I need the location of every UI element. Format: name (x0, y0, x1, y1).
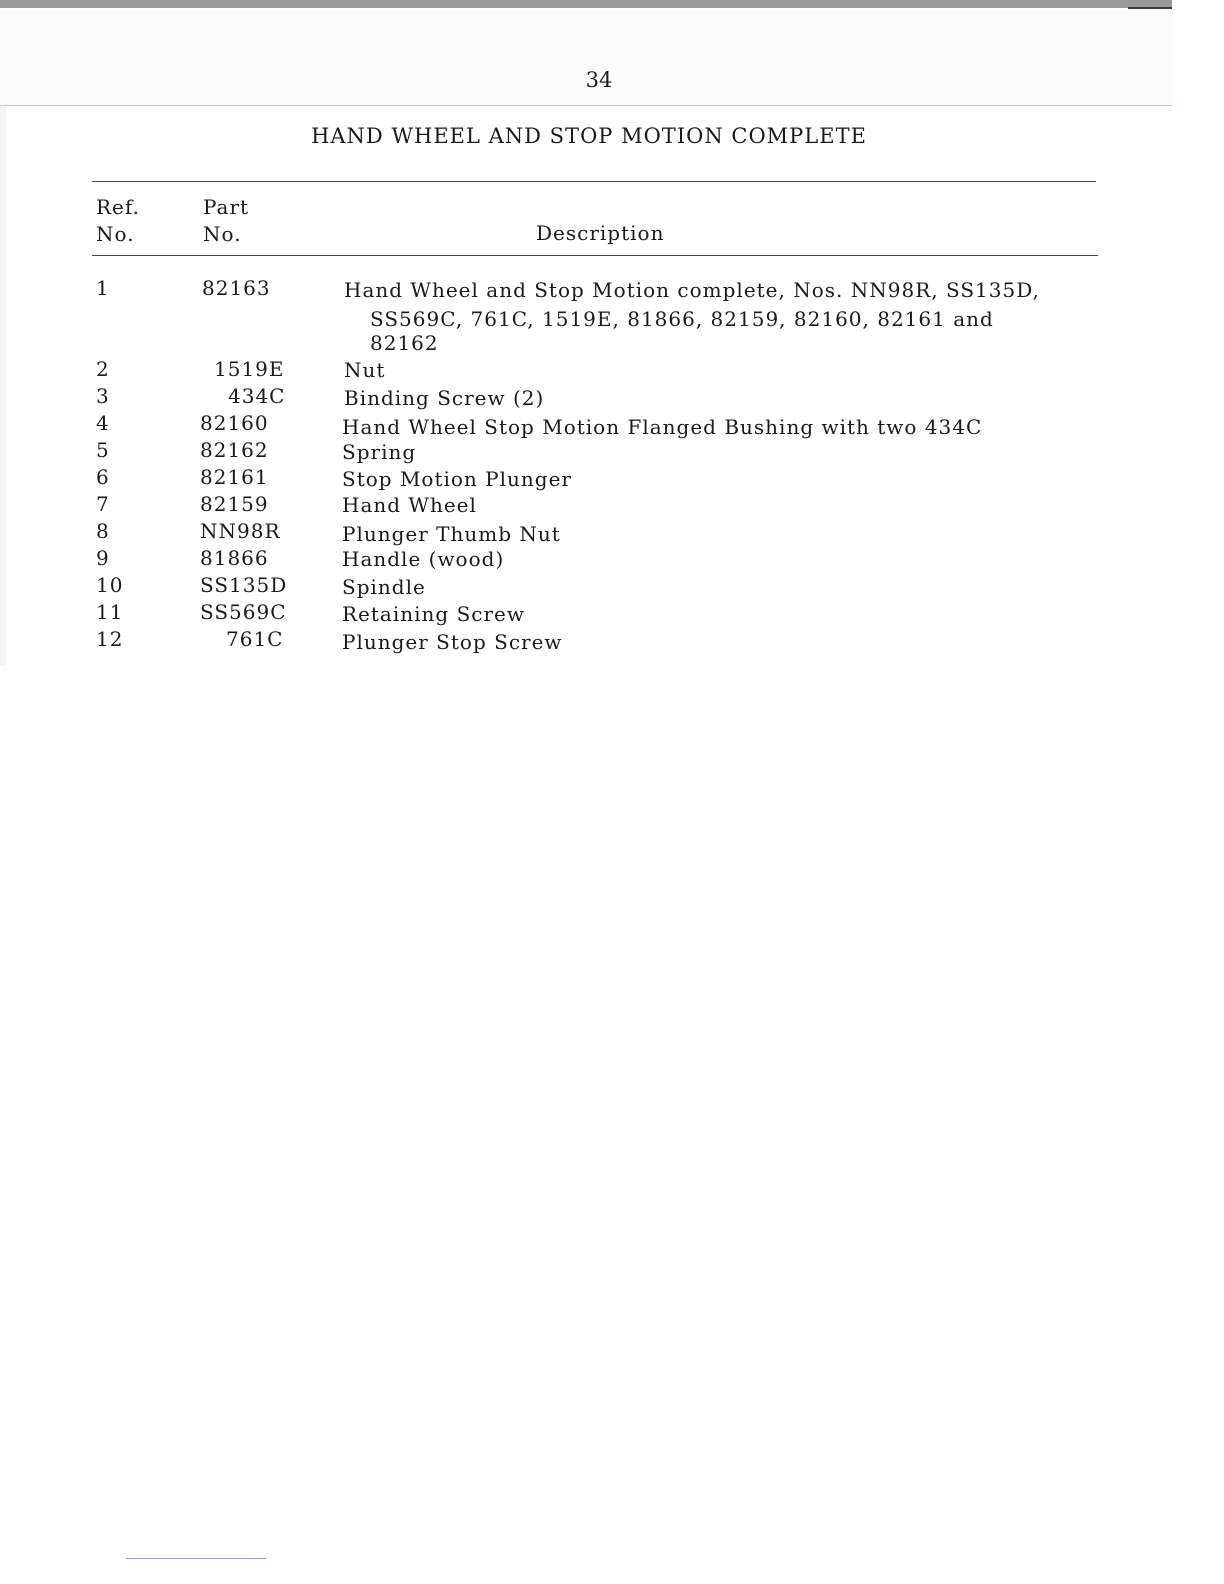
row-3-ref: 3 (96, 384, 110, 408)
footer-rule (126, 1558, 266, 1559)
header-part-no (203, 194, 249, 248)
header-ref-line1: Ref. (96, 195, 140, 219)
row-1-ref: 1 (96, 276, 110, 300)
row-12-part: 761C (226, 627, 284, 651)
header-ref-line2: No. (96, 222, 135, 246)
row-11-desc: Retaining Screw (342, 602, 525, 626)
row-2-desc: Nut (344, 358, 386, 382)
table-header-rule (92, 255, 1098, 256)
row-4-ref: 4 (96, 411, 110, 435)
page-number: 34 (585, 68, 613, 92)
row-2-ref: 2 (96, 357, 110, 381)
row-5-part: 82162 (200, 438, 269, 462)
row-11-ref: 11 (96, 600, 124, 624)
row-3-part: 434C (228, 384, 286, 408)
page-title: HAND WHEEL AND STOP MOTION COMPLETE (311, 124, 867, 148)
row-9-part: 81866 (200, 546, 269, 570)
row-8-ref: 8 (96, 519, 110, 543)
row-2-part: 1519E (214, 357, 285, 381)
row-11-part: SS569C (200, 600, 287, 624)
row-9-desc: Handle (wood) (342, 547, 505, 571)
row-1-desc-line2: SS569C, 761C, 1519E, 81866, 82159, 82160, 82161 and (370, 307, 994, 331)
row-7-part: 82159 (200, 492, 269, 516)
row-6-part: 82161 (200, 465, 269, 489)
row-10-ref: 10 (96, 573, 124, 597)
header-description: Description (536, 221, 665, 245)
row-3-desc: Binding Screw (2) (344, 386, 545, 410)
row-4-part: 82160 (200, 411, 269, 435)
header-part-line2: No. (203, 222, 242, 246)
row-5-ref: 5 (96, 438, 110, 462)
row-1-desc-line1: Hand Wheel and Stop Motion complete, Nos. NN98R, SS135D, (344, 278, 1040, 302)
row-9-ref: 9 (96, 546, 110, 570)
row-5-desc: Spring (342, 440, 417, 464)
row-6-ref: 6 (96, 465, 110, 489)
scan-top-edge (0, 0, 1172, 8)
row-6-desc: Stop Motion Plunger (342, 467, 572, 491)
scan-left-edge (0, 106, 6, 666)
row-7-desc: Hand Wheel (342, 493, 477, 517)
row-10-desc: Spindle (342, 575, 426, 599)
row-1-part: 82163 (202, 276, 271, 300)
row-10-part: SS135D (200, 573, 288, 597)
header-ref-no (96, 194, 140, 248)
header-part-line1: Part (203, 195, 250, 219)
row-12-ref: 12 (96, 627, 124, 651)
row-7-ref: 7 (96, 492, 110, 516)
scan-top-edge-mark (1128, 7, 1172, 9)
row-12-desc: Plunger Stop Screw (342, 630, 563, 654)
row-1-desc-line3: 82162 (370, 331, 439, 355)
row-8-desc: Plunger Thumb Nut (342, 522, 561, 546)
header-rule (0, 105, 1172, 106)
table-top-rule (92, 181, 1096, 182)
row-4-desc: Hand Wheel Stop Motion Flanged Bushing with two 434C (342, 415, 983, 439)
row-8-part: NN98R (200, 519, 281, 543)
